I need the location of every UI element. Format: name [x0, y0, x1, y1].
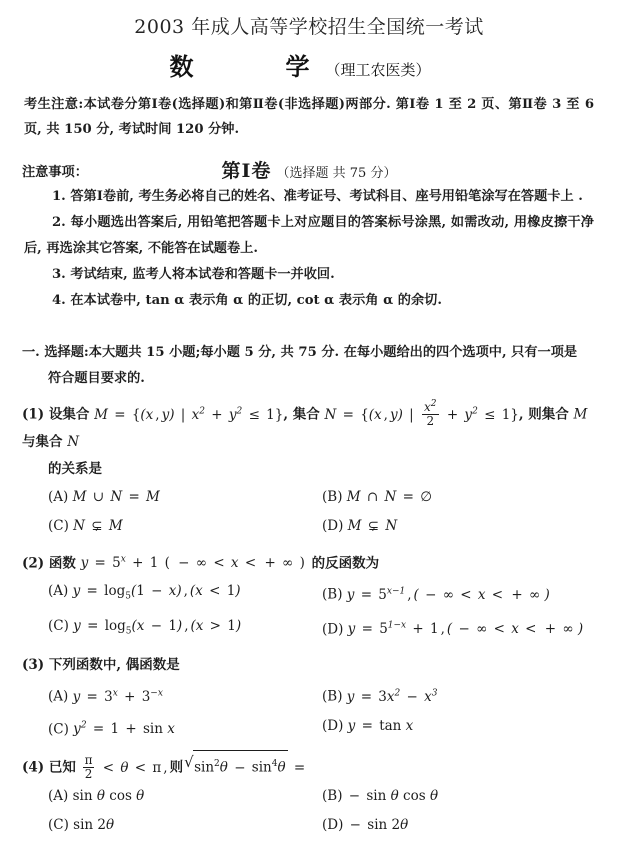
note-item: 3. 考试结束, 监考人将本试卷和答题卡一并收回.	[52, 267, 335, 282]
question-4	[22, 750, 596, 840]
option-B[interactable]: (B) M ∩ N = ∅	[322, 488, 432, 505]
question-1-math-2: N = {(x , y) | $\frac{x^2}{2}$ + $y^2 \le 1$}	[324, 398, 519, 428]
question-4-options	[22, 782, 596, 840]
question-2-math: y = 5$^x$ + 1 ( − ∞ < x < + ∞ )	[80, 554, 305, 571]
option-row	[48, 612, 596, 647]
question-4-stem-mid: 则	[169, 759, 184, 776]
question-1-stem-continued: 的关系是	[48, 460, 102, 477]
question-4-number: (4)	[22, 759, 45, 776]
question-2-stem	[22, 547, 596, 578]
question-2-stem-prefix: 函数	[48, 555, 76, 571]
option-B[interactable]: (B) $y = 5^{x-1}$ , ( − ∞ < x < + ∞ )	[322, 586, 550, 603]
option-row	[48, 512, 596, 541]
question-3	[22, 652, 596, 744]
question-1	[22, 398, 596, 541]
subject-line	[0, 47, 618, 82]
question-4-stem-prefix: 已知	[48, 759, 76, 776]
question-1-math: M = {(x , y) | $x^2 + y^2 \le 1$}	[94, 406, 284, 423]
paper-part-title: 第Ⅰ卷	[221, 160, 272, 182]
question-1-number: (1)	[22, 406, 45, 423]
question-4-stem	[22, 750, 596, 782]
paper-part-subtitle: （选择题 共 75 分）	[276, 166, 397, 181]
option-C[interactable]: (C) N ⊊ M	[48, 517, 123, 534]
question-2	[22, 547, 596, 647]
option-D[interactable]: (D) y = tan x	[322, 717, 414, 734]
option-row	[48, 577, 596, 612]
option-C[interactable]: (C) sin 2θ	[48, 816, 115, 833]
section-one-line1: 一. 选择题:本大题共 15 小题;每小题 5 分, 共 75 分. 在每小题给出的四个选项中, 只有一项是	[22, 345, 578, 360]
question-3-number: (3)	[22, 657, 45, 674]
option-row	[48, 483, 596, 512]
option-A[interactable]: (A) sin θ cos θ	[48, 787, 145, 804]
option-C[interactable]: (C) $y^2 = 1 + \sin x$	[48, 720, 175, 738]
subject-name: 数 学	[169, 52, 344, 81]
option-A[interactable]: (A) $y = \log_5(1 - x)$ , (x < 1)	[48, 583, 241, 602]
option-D[interactable]: (D) M ⊊ N	[322, 517, 398, 534]
option-C[interactable]: (C) $y = \log_5(x - 1)$ , (x > 1)	[48, 617, 242, 637]
option-A[interactable]: (A) M ∪ N = M	[48, 488, 160, 505]
option-B[interactable]: (B) $y = 3x^2 - x^3$	[322, 688, 438, 705]
note-item: 1. 答第Ⅰ卷前, 考生务必将自己的姓名、准考证号、考试科目、座号用铅笔涂写在答题卡上 .	[52, 189, 583, 204]
question-3-options	[22, 679, 596, 744]
option-row	[48, 811, 596, 840]
note-item: 2. 每小题选出答案后, 用铅笔把答题卡上对应题目的答案标号涂黑, 如需改动, 用橡皮擦干净后, 再选涂其它答案, 不能答在试题卷上.	[24, 215, 594, 256]
exam-page	[0, 12, 618, 858]
question-2-number: (2)	[22, 555, 45, 571]
option-row	[48, 712, 596, 745]
notes-list	[24, 184, 594, 314]
question-2-options	[22, 577, 596, 646]
option-row	[48, 679, 596, 712]
section-one-heading	[22, 340, 596, 392]
question-3-stem-text: 下列函数中, 偶函数是	[48, 657, 180, 674]
question-1-stem: (1) 设集合 M = {(x , y) | $x^2 + y^2 \le 1$}, 集合 N = {(x , y) | $\frac{x^2}{2}$ + $y^2 \le 1$}, 则集合 M 与集合 N	[22, 398, 588, 450]
option-D[interactable]: (D) $y = 5^{1-x} + 1$ , ( − ∞ < x < + ∞ )	[322, 620, 584, 638]
subject-category: （理工农医类）	[325, 61, 431, 79]
notes-heading: 注意事项：	[22, 165, 88, 180]
question-1-options	[22, 483, 596, 541]
question-4-math-range: $\frac{\pi}{2}$ < θ < π ,	[84, 753, 168, 782]
candidate-notice: 考生注意:本试卷分第Ⅰ卷(选择题)和第Ⅱ卷(非选择题)两部分. 第Ⅰ卷 1 至 2 页、第Ⅱ卷 3 至 6 页, 共 150 分, 考试时间 120 分钟.	[24, 97, 594, 137]
note-item: 4. 在本试卷中, tan α 表示角 α 的正切, cot α 表示角 α 的余切.	[52, 293, 442, 308]
question-2-stem-tail: 的反函数为	[311, 555, 380, 571]
option-row	[48, 782, 596, 811]
question-1-stem-prefix: 设集合	[48, 406, 90, 423]
option-B[interactable]: (B) − sin θ cos θ	[322, 787, 439, 804]
option-A[interactable]: (A) $y = 3^x + 3^{-x}$	[48, 688, 163, 705]
question-3-stem	[22, 652, 596, 679]
exam-title: 2003 年成人高等学校招生全国统一考试	[134, 16, 484, 38]
option-D[interactable]: (D) − sin 2θ	[322, 816, 409, 833]
section-one-line2: 符合题目要求的.	[48, 371, 145, 386]
question-4-math-expr: √ $\sin^2\theta - \sin^4\theta$ =	[183, 760, 307, 776]
